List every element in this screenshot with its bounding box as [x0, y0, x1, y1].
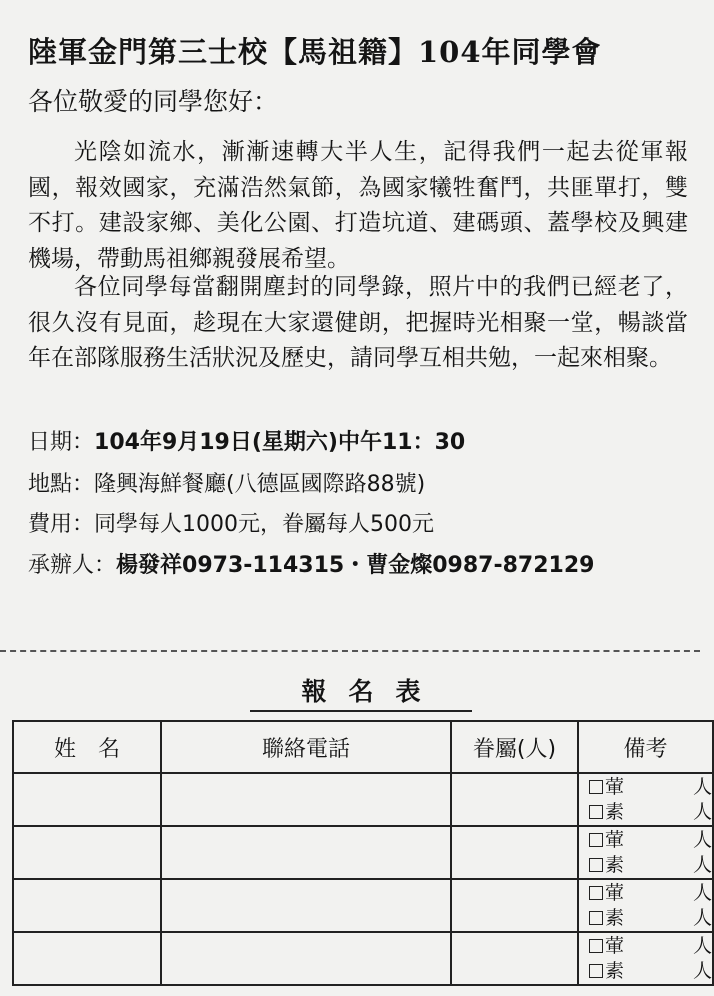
- veg-label: 素: [605, 959, 625, 982]
- meat-option: [579, 881, 712, 906]
- page-title: 陸軍金門第三士校【馬祖籍】104年同學會: [28, 35, 602, 69]
- remarks-cell: [578, 773, 713, 826]
- greeting: 各位敬愛的同學您好：: [28, 87, 279, 116]
- phone-cell[interactable]: [161, 932, 451, 985]
- table-row: [13, 879, 713, 932]
- meat-checkbox[interactable]: [589, 833, 603, 847]
- meat-option: [579, 775, 712, 800]
- meat-unit: 人: [692, 775, 712, 798]
- veg-unit: 人: [692, 959, 712, 982]
- registration-table: [12, 720, 714, 986]
- veg-unit: 人: [692, 853, 712, 876]
- family-count-cell[interactable]: [451, 932, 578, 985]
- name-cell[interactable]: [13, 932, 161, 985]
- family-count-cell[interactable]: [451, 826, 578, 879]
- phone-cell[interactable]: [161, 773, 451, 826]
- veg-checkbox[interactable]: [589, 911, 603, 925]
- veg-label: 素: [605, 853, 625, 876]
- paragraph-1: 光陰如流水，漸漸速轉大半人生，記得我們一起去從軍報國，報效國家，充滿浩然氣節，為國家犧牲奮鬥，共匪單打，雙不打。建設家鄉、美化公園、打造坑道、建碼頭、蓋學校及興建機場，帶動馬祖鄉親發展希望。: [28, 139, 688, 272]
- meat-checkbox[interactable]: [589, 886, 603, 900]
- table-row: [13, 826, 713, 879]
- table-row: [13, 932, 713, 985]
- date-label: 日期：: [28, 430, 95, 455]
- column-header-remarks: 備考: [578, 721, 713, 773]
- fee-value: 同學每人1000元，眷屬每人500元: [94, 512, 434, 537]
- name-cell[interactable]: [13, 826, 161, 879]
- veg-option: [579, 800, 712, 825]
- remarks-cell: [578, 932, 713, 985]
- remarks-cell: [578, 879, 713, 932]
- table-row: [13, 773, 713, 826]
- organizer-value: 楊發祥0973-114315・曹金燦0987-872129: [116, 553, 595, 578]
- veg-checkbox[interactable]: [589, 858, 603, 872]
- place-row: [28, 470, 688, 500]
- meat-label: 葷: [605, 775, 625, 798]
- veg-checkbox[interactable]: [589, 964, 603, 978]
- veg-label: 素: [605, 800, 625, 823]
- meat-option: [579, 828, 712, 853]
- place-label: 地點：: [28, 472, 95, 497]
- fee-label: 費用：: [28, 512, 95, 537]
- organizer-label: 承辦人：: [28, 553, 117, 578]
- veg-option: [579, 959, 712, 984]
- place-value: 隆興海鮮餐廳(八德區國際路88號): [94, 472, 426, 497]
- veg-option: [579, 906, 712, 931]
- meat-label: 葷: [605, 881, 625, 904]
- column-header-phone: 聯絡電話: [161, 721, 451, 773]
- table-header-row: [13, 721, 713, 773]
- remarks-cell: [578, 826, 713, 879]
- veg-option: [579, 853, 712, 878]
- veg-unit: 人: [692, 800, 712, 823]
- phone-cell[interactable]: [161, 879, 451, 932]
- name-cell[interactable]: [13, 773, 161, 826]
- meat-unit: 人: [692, 881, 712, 904]
- meat-unit: 人: [692, 828, 712, 851]
- meat-label: 葷: [605, 934, 625, 957]
- form-title: 報名表: [250, 672, 472, 712]
- name-cell[interactable]: [13, 879, 161, 932]
- column-header-family: 眷屬(人): [451, 721, 578, 773]
- meat-checkbox[interactable]: [589, 939, 603, 953]
- phone-cell[interactable]: [161, 826, 451, 879]
- column-header-name: 姓 名: [13, 721, 161, 773]
- cut-line: [0, 650, 700, 652]
- meat-option: [579, 934, 712, 959]
- date-row: [28, 428, 688, 458]
- meat-checkbox[interactable]: [589, 780, 603, 794]
- meat-label: 葷: [605, 828, 625, 851]
- veg-unit: 人: [692, 906, 712, 929]
- veg-label: 素: [605, 906, 625, 929]
- paragraph-2: 各位同學每當翻開塵封的同學錄，照片中的我們已經老了，很久沒有見面，趁現在大家還健朗，把握時光相聚一堂，暢談當年在部隊服務生活狀況及歷史，請同學互相共勉，一起來相聚。: [28, 274, 688, 371]
- meat-unit: 人: [692, 934, 712, 957]
- family-count-cell[interactable]: [451, 773, 578, 826]
- organizer-row: [28, 551, 688, 581]
- date-value: 104年9月19日(星期六)中午11：30: [94, 430, 466, 455]
- veg-checkbox[interactable]: [589, 805, 603, 819]
- fee-row: [28, 510, 688, 540]
- family-count-cell[interactable]: [451, 879, 578, 932]
